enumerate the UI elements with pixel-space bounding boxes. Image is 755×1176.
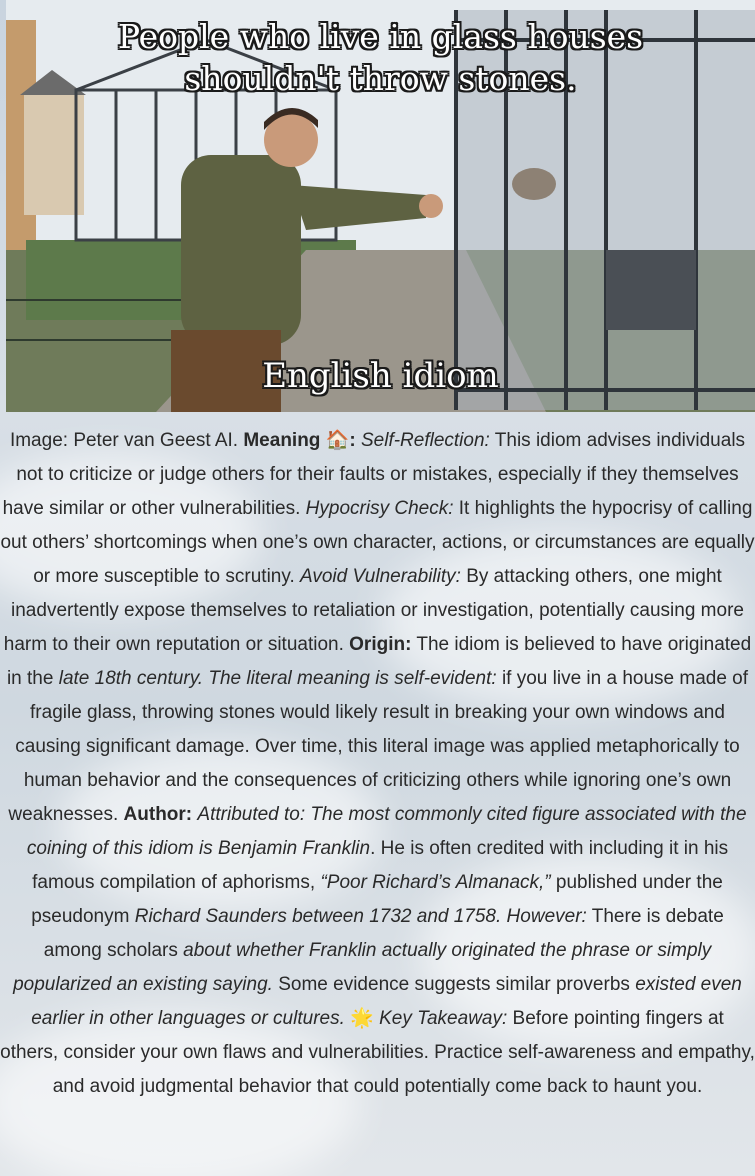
origin-label: Origin:	[349, 634, 412, 655]
hypocrisy-label: Hypocrisy Check:	[305, 498, 454, 519]
idiom-description	[0, 424, 755, 1104]
meme-image	[6, 0, 755, 412]
caption-line-2: shouldn't throw stones.	[184, 59, 577, 98]
key-takeaway-label: Key Takeaway:	[379, 1008, 508, 1029]
meme-caption-top	[6, 16, 755, 100]
origin-text-continued: if you live in a house made of fragile glass, throwing stones would likely result in breaking your own windows and causing significant damage. Over time, this literal image was applied metaphorically to human behavior and the consequences of criticizing others while ignoring one’s own weaknesses.	[8, 668, 749, 825]
debate-italic: about whether Franklin actually originated the phrase or simply popularized an existing saying.	[13, 940, 712, 995]
author-label: Author:	[123, 804, 193, 825]
meaning-colon: :	[349, 430, 356, 451]
debate-text: There is debate among scholars	[43, 906, 724, 961]
evidence-text: Some evidence suggests similar proverbs	[278, 974, 630, 995]
self-reflection-label: Self-Reflection:	[360, 430, 490, 451]
avoid-vulnerability-text: By attacking others, one might inadvertently expose themselves to retaliation or investigation, potentially causing more harm to their own reputation or situation.	[3, 566, 744, 655]
star-icon: 🌟	[350, 1008, 374, 1029]
caption-line-1: People who live in glass houses	[117, 17, 644, 56]
author-italic: Attributed to: The most commonly cited figure associated with the coining of this idiom is Benjamin Franklin	[26, 804, 747, 859]
pseudonym-text: published under the pseudonym	[31, 872, 723, 927]
author-text: . He is often credited with including it in his famous compilation of aphorisms,	[32, 838, 729, 893]
origin-italic: late 18th century. The literal meaning is self-evident:	[58, 668, 497, 689]
house-icon: 🏠	[325, 430, 350, 451]
avoid-vulnerability-label: Avoid Vulnerability:	[300, 566, 461, 587]
image-credit: Image: Peter van Geest AI.	[9, 430, 239, 451]
evidence-italic: existed even earlier in other languages or cultures.	[31, 974, 742, 1029]
hypocrisy-text: It highlights the hypocrisy of calling out others’ shortcomings when one’s own character, actions, or circumstances are equally or more susceptible to scrutiny.	[0, 498, 755, 587]
meme-caption-bottom: English idiom	[262, 356, 499, 396]
meaning-label: Meaning	[243, 430, 321, 451]
key-takeaway-text: Before pointing fingers at others, consider your own flaws and vulnerabilities. Practice self-awareness and empathy, and avoid judgmental behavior that could potentially come back to haunt you.	[0, 1008, 755, 1097]
self-reflection-text: This idiom advises individuals not to criticize or judge others for their faults or mistakes, especially if they themselves have similar or other vulnerabilities.	[2, 430, 746, 519]
pseudonym-italic: Richard Saunders between 1732 and 1758. However:	[134, 906, 587, 927]
origin-text: The idiom is believed to have originated in the	[6, 634, 752, 689]
almanack-title: “Poor Richard’s Almanack,”	[320, 872, 551, 893]
